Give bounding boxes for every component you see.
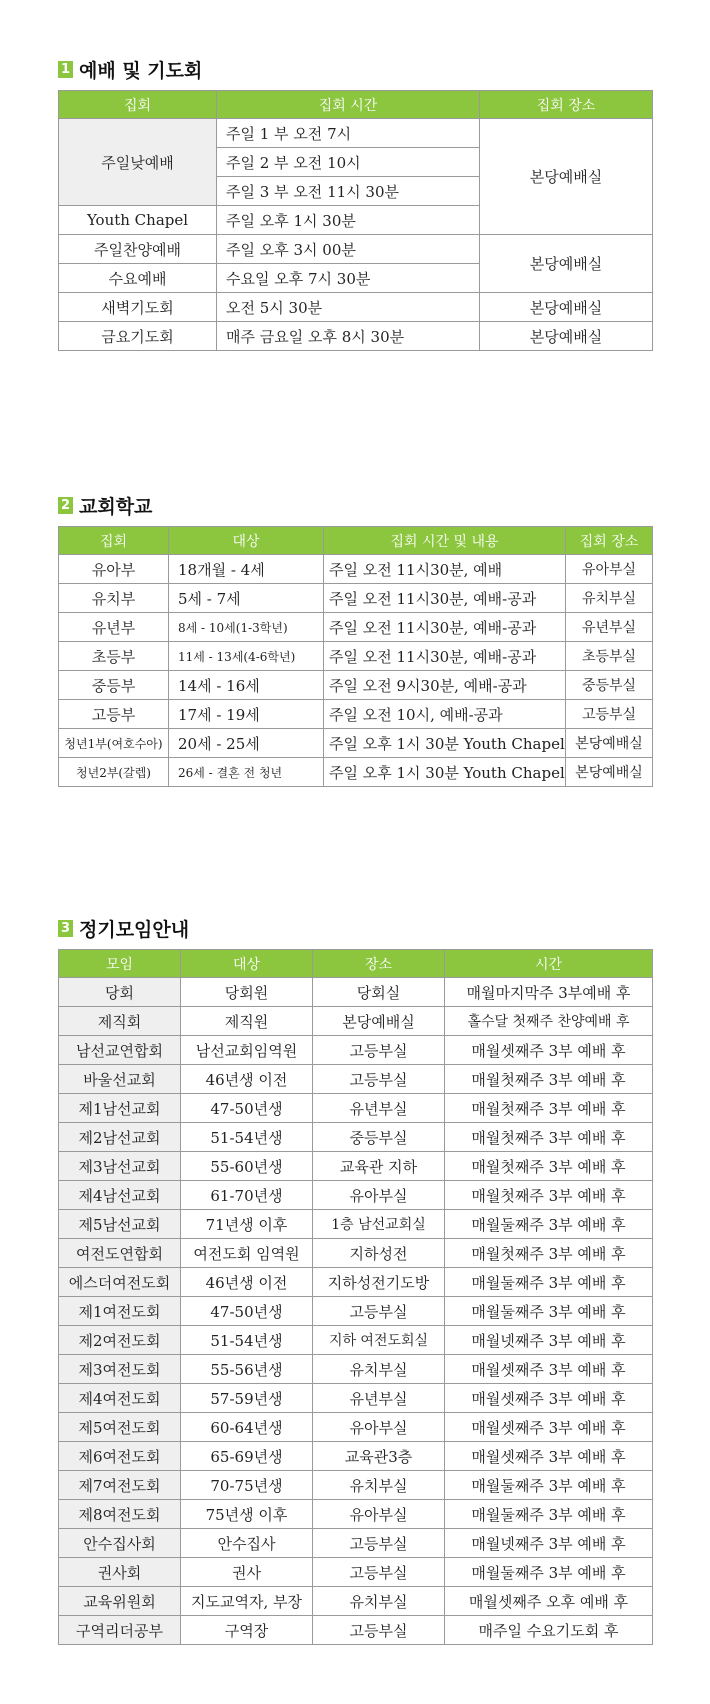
member-target: 47-50년생: [181, 1297, 313, 1326]
meeting-group: 제8여전도회: [59, 1500, 181, 1529]
meeting-time-content: 주일 오후 1시 30분 Youth Chapel: [324, 729, 566, 758]
meeting-location: 유년부실: [313, 1384, 445, 1413]
table-row: [59, 119, 653, 148]
table-row: [59, 1587, 653, 1616]
table-row: [59, 1471, 653, 1500]
section-number-badge: 1: [58, 61, 73, 78]
meeting-group: 구역리더공부: [59, 1616, 181, 1645]
meeting-time: 주일 3 부 오전 11시 30분: [217, 177, 480, 206]
meeting-time: 매월셋째주 3부 예배 후: [445, 1355, 653, 1384]
group-name: 유아부: [59, 555, 169, 584]
member-target: 여전도회 임역원: [181, 1239, 313, 1268]
member-target: 61-70년생: [181, 1181, 313, 1210]
member-target: 55-56년생: [181, 1355, 313, 1384]
meeting-time: 매월넷째주 3부 예배 후: [445, 1529, 653, 1558]
meeting-location: 지하성전: [313, 1239, 445, 1268]
meeting-time: 매월셋째주 3부 예배 후: [445, 1036, 653, 1065]
meeting-place: 유년부실: [566, 613, 653, 642]
table-row: [59, 978, 653, 1007]
meeting-group: 남선교연합회: [59, 1036, 181, 1065]
header-cell: 모임: [59, 950, 181, 978]
member-target: 75년생 이후: [181, 1500, 313, 1529]
meeting-time: 주일 1 부 오전 7시: [217, 119, 480, 148]
table-row: [59, 1529, 653, 1558]
meeting-place: 본당예배실: [480, 119, 653, 235]
church-school-rows: [59, 555, 653, 787]
meeting-place: 유아부실: [566, 555, 653, 584]
section-number-badge: 2: [58, 497, 73, 514]
meeting-group: 제4여전도회: [59, 1384, 181, 1413]
meeting-group: 바울선교회: [59, 1065, 181, 1094]
member-target: 60-64년생: [181, 1413, 313, 1442]
meeting-time: 매월첫째주 3부 예배 후: [445, 1094, 653, 1123]
meeting-location: 고등부실: [313, 1297, 445, 1326]
meeting-location: 중등부실: [313, 1123, 445, 1152]
meeting-group: 제5남선교회: [59, 1210, 181, 1239]
meeting-time: 매월둘째주 3부 예배 후: [445, 1210, 653, 1239]
meeting-location: 유아부실: [313, 1181, 445, 1210]
meeting-group: 권사회: [59, 1558, 181, 1587]
table-row: [59, 1065, 653, 1094]
member-target: 70-75년생: [181, 1471, 313, 1500]
group-name: 청년2부(갈렙): [59, 758, 169, 787]
member-target: 지도교역자, 부장: [181, 1587, 313, 1616]
section-title-worship: [58, 56, 202, 83]
meeting-time: 매주 금요일 오후 8시 30분: [217, 322, 480, 351]
table-row: [59, 700, 653, 729]
header-cell: 집회 시간 및 내용: [324, 527, 566, 555]
table-row: [59, 584, 653, 613]
section-number-badge: 3: [58, 920, 73, 937]
meeting-place: 본당예배실: [566, 758, 653, 787]
table-header-row: [59, 527, 653, 555]
regular-meetings-rows: [59, 978, 653, 1645]
table-row: [59, 293, 653, 322]
target-age: 18개월 - 4세: [169, 555, 324, 584]
meeting-time: 매월첫째주 3부 예배 후: [445, 1123, 653, 1152]
header-cell: 장소: [313, 950, 445, 978]
meeting-location: 교육관3층: [313, 1442, 445, 1471]
meeting-location: 고등부실: [313, 1529, 445, 1558]
member-target: 남선교회임역원: [181, 1036, 313, 1065]
meeting-place: 유치부실: [566, 584, 653, 613]
group-name: 청년1부(여호수아): [59, 729, 169, 758]
meeting-time: 주일 오후 3시 00분: [217, 235, 480, 264]
table-row: [59, 1123, 653, 1152]
member-target: 46년생 이전: [181, 1065, 313, 1094]
header-cell: 시간: [445, 950, 653, 978]
table-header-row: [59, 91, 653, 119]
meeting-time-content: 주일 오전 11시30분, 예배-공과: [324, 613, 566, 642]
target-age: 20세 - 25세: [169, 729, 324, 758]
member-target: 권사: [181, 1558, 313, 1587]
group-name: 중등부: [59, 671, 169, 700]
meeting-time-content: 주일 오전 11시30분, 예배: [324, 555, 566, 584]
meeting-time: 수요일 오후 7시 30분: [217, 264, 480, 293]
meeting-place: 중등부실: [566, 671, 653, 700]
member-target: 71년생 이후: [181, 1210, 313, 1239]
table-row: [59, 1326, 653, 1355]
meeting-group: 여전도연합회: [59, 1239, 181, 1268]
meeting-place: 본당예배실: [566, 729, 653, 758]
member-target: 당회원: [181, 978, 313, 1007]
table-row: [59, 1413, 653, 1442]
meeting-group: 제1남선교회: [59, 1094, 181, 1123]
meeting-name: 금요기도회: [59, 322, 217, 351]
table-row: [59, 235, 653, 264]
member-target: 65-69년생: [181, 1442, 313, 1471]
meeting-group: 제2여전도회: [59, 1326, 181, 1355]
meeting-group: 제4남선교회: [59, 1181, 181, 1210]
meeting-time: 매월셋째주 오후 예배 후: [445, 1587, 653, 1616]
group-name: 유치부: [59, 584, 169, 613]
meeting-group: 제5여전도회: [59, 1413, 181, 1442]
meeting-time: 주일 오후 1시 30분: [217, 206, 480, 235]
meeting-place: 본당예배실: [480, 235, 653, 293]
meeting-time-content: 주일 오전 10시, 예배-공과: [324, 700, 566, 729]
meeting-location: 지하 여전도회실: [313, 1326, 445, 1355]
member-target: 47-50년생: [181, 1094, 313, 1123]
meeting-group: 제3남선교회: [59, 1152, 181, 1181]
header-cell: 대상: [181, 950, 313, 978]
target-age: 8세 - 10세(1-3학년): [169, 613, 324, 642]
meeting-place: 본당예배실: [480, 322, 653, 351]
table-row: [59, 1181, 653, 1210]
group-name: 유년부: [59, 613, 169, 642]
member-target: 55-60년생: [181, 1152, 313, 1181]
meeting-place: 고등부실: [566, 700, 653, 729]
meeting-time: 홀수달 첫째주 찬양예배 후: [445, 1007, 653, 1036]
meeting-time-content: 주일 오전 9시30분, 예배-공과: [324, 671, 566, 700]
meeting-time: 매월넷째주 3부 예배 후: [445, 1326, 653, 1355]
meeting-group: 제7여전도회: [59, 1471, 181, 1500]
section-title-text: 교회학교: [79, 496, 153, 518]
meeting-time: 매월셋째주 3부 예배 후: [445, 1384, 653, 1413]
meeting-location: 1층 남선교회실: [313, 1210, 445, 1239]
target-age: 14세 - 16세: [169, 671, 324, 700]
header-cell: 집회 시간: [217, 91, 480, 119]
meeting-location: 본당예배실: [313, 1007, 445, 1036]
table-header-row: [59, 950, 653, 978]
worship-schedule-table: [58, 90, 653, 351]
member-target: 46년생 이전: [181, 1268, 313, 1297]
meeting-time: 매월첫째주 3부 예배 후: [445, 1065, 653, 1094]
table-row: [59, 1007, 653, 1036]
meeting-time: 매월둘째주 3부 예배 후: [445, 1268, 653, 1297]
meeting-time: 매월첫째주 3부 예배 후: [445, 1181, 653, 1210]
member-target: 51-54년생: [181, 1326, 313, 1355]
meeting-time-content: 주일 오전 11시30분, 예배-공과: [324, 584, 566, 613]
meeting-time-content: 주일 오전 11시30분, 예배-공과: [324, 642, 566, 671]
table-row: [59, 1094, 653, 1123]
header-cell: 집회: [59, 527, 169, 555]
table-row: [59, 1239, 653, 1268]
target-age: 17세 - 19세: [169, 700, 324, 729]
member-target: 구역장: [181, 1616, 313, 1645]
meeting-location: 고등부실: [313, 1036, 445, 1065]
meeting-location: 교육관 지하: [313, 1152, 445, 1181]
meeting-location: 유년부실: [313, 1094, 445, 1123]
table-row: [59, 322, 653, 351]
target-age: 26세 - 결혼 전 청년: [169, 758, 324, 787]
table-row: [59, 1268, 653, 1297]
meeting-group: 안수집사회: [59, 1529, 181, 1558]
meeting-location: 유치부실: [313, 1355, 445, 1384]
meeting-name: 주일찬양예배: [59, 235, 217, 264]
meeting-location: 고등부실: [313, 1065, 445, 1094]
meeting-location: 유아부실: [313, 1413, 445, 1442]
table-row: [59, 758, 653, 787]
section-title-text: 예배 및 기도회: [79, 60, 203, 82]
table-row: [59, 642, 653, 671]
meeting-group: 제1여전도회: [59, 1297, 181, 1326]
section-title-regular-meetings: [58, 915, 189, 942]
meeting-time-content: 주일 오후 1시 30분 Youth Chapel: [324, 758, 566, 787]
member-target: 57-59년생: [181, 1384, 313, 1413]
meeting-group: 제2남선교회: [59, 1123, 181, 1152]
section-title-text: 정기모임안내: [79, 919, 190, 941]
meeting-time: 매월셋째주 3부 예배 후: [445, 1413, 653, 1442]
header-cell: 집회: [59, 91, 217, 119]
meeting-name: 수요예배: [59, 264, 217, 293]
meeting-time: 매월둘째주 3부 예배 후: [445, 1297, 653, 1326]
table-row: [59, 671, 653, 700]
section-title-church-school: [58, 492, 152, 519]
meeting-group: 제3여전도회: [59, 1355, 181, 1384]
church-school-table: [58, 526, 653, 787]
target-age: 5세 - 7세: [169, 584, 324, 613]
table-row: [59, 1558, 653, 1587]
meeting-location: 고등부실: [313, 1558, 445, 1587]
group-name: 고등부: [59, 700, 169, 729]
group-name: 초등부: [59, 642, 169, 671]
meeting-location: 유치부실: [313, 1587, 445, 1616]
meeting-location: 지하성전기도방: [313, 1268, 445, 1297]
meeting-time: 매월첫째주 3부 예배 후: [445, 1239, 653, 1268]
header-cell: 대상: [169, 527, 324, 555]
meeting-time: 매월마지막주 3부예배 후: [445, 978, 653, 1007]
table-row: [59, 1384, 653, 1413]
member-target: 제직원: [181, 1007, 313, 1036]
meeting-location: 당회실: [313, 978, 445, 1007]
table-row: [59, 1442, 653, 1471]
meeting-group: 제직회: [59, 1007, 181, 1036]
meeting-time: 매월첫째주 3부 예배 후: [445, 1152, 653, 1181]
meeting-name: 주일낮예배: [59, 119, 217, 206]
meeting-location: 유치부실: [313, 1471, 445, 1500]
meeting-location: 유아부실: [313, 1500, 445, 1529]
table-row: [59, 1036, 653, 1065]
meeting-name: 새벽기도회: [59, 293, 217, 322]
meeting-group: 교육위원회: [59, 1587, 181, 1616]
meeting-time: 매주일 수요기도회 후: [445, 1616, 653, 1645]
header-cell: 집회 장소: [566, 527, 653, 555]
meeting-group: 당회: [59, 978, 181, 1007]
meeting-time: 매월셋째주 3부 예배 후: [445, 1442, 653, 1471]
table-row: [59, 1297, 653, 1326]
target-age: 11세 - 13세(4-6학년): [169, 642, 324, 671]
member-target: 51-54년생: [181, 1123, 313, 1152]
table-row: [59, 1355, 653, 1384]
member-target: 안수집사: [181, 1529, 313, 1558]
meeting-place: 초등부실: [566, 642, 653, 671]
meeting-group: 제6여전도회: [59, 1442, 181, 1471]
table-row: [59, 1500, 653, 1529]
table-row: [59, 1152, 653, 1181]
meeting-time: 주일 2 부 오전 10시: [217, 148, 480, 177]
meeting-location: 고등부실: [313, 1616, 445, 1645]
meeting-time: 매월둘째주 3부 예배 후: [445, 1558, 653, 1587]
table-row: [59, 1210, 653, 1239]
meeting-time: 매월둘째주 3부 예배 후: [445, 1500, 653, 1529]
header-cell: 집회 장소: [480, 91, 653, 119]
meeting-group: 에스더여전도회: [59, 1268, 181, 1297]
table-row: [59, 1616, 653, 1645]
meeting-place: 본당예배실: [480, 293, 653, 322]
table-row: [59, 555, 653, 584]
table-row: [59, 729, 653, 758]
regular-meetings-table: [58, 949, 653, 1645]
meeting-time: 오전 5시 30분: [217, 293, 480, 322]
meeting-name: Youth Chapel: [59, 206, 217, 235]
table-row: [59, 613, 653, 642]
meeting-time: 매월둘째주 3부 예배 후: [445, 1471, 653, 1500]
